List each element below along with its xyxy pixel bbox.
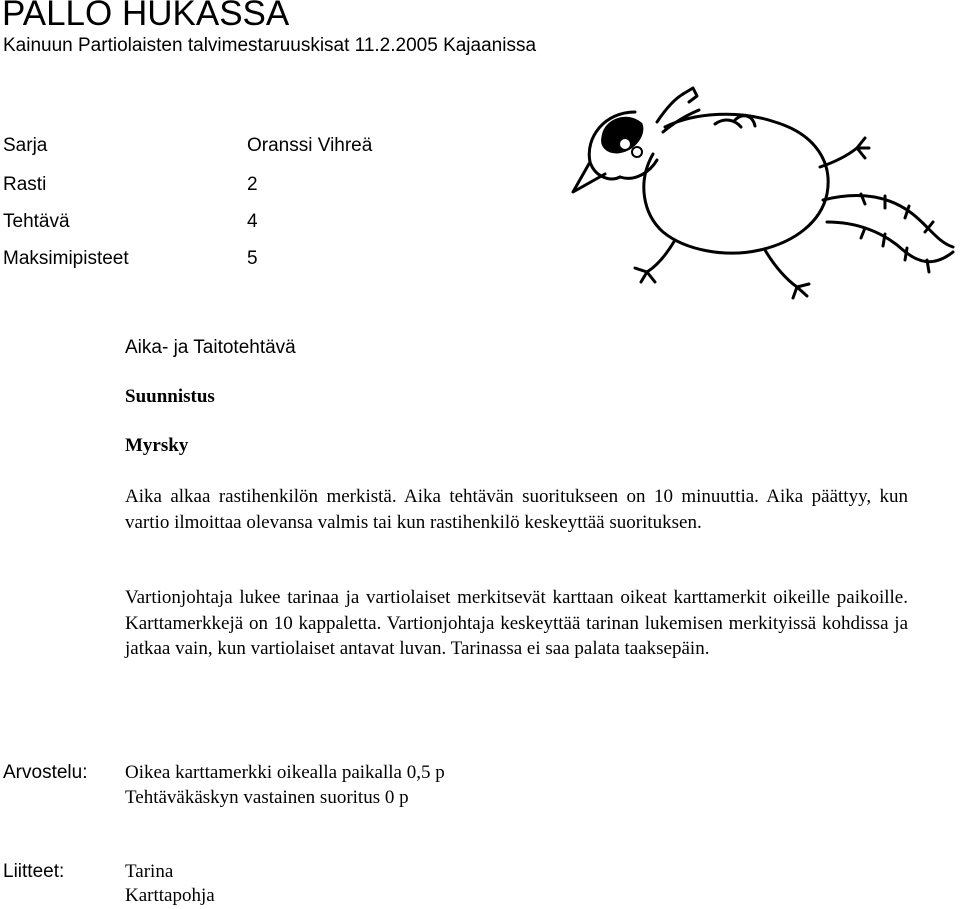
instruction-paragraph-2: Vartionjohtaja lukee tarinaa ja vartiolaiset merkitsevät karttaan oikeat karttamerkit oikeille paikoille. Karttamerkkejä on 10 kappaletta. Vartionjohtaja keskeyttää tarinan lukemisen merkityissä kohdissa ja jatkaa vain, kun vartiolaiset antavat luvan. Tarinassa ei saa palata taaksepäin.: [125, 587, 908, 659]
task-name: Myrsky: [125, 435, 189, 456]
cartoon-illustration: [565, 82, 957, 328]
scoring-line-1: Oikea karttamerkki oikealla paikalla 0,5 p: [125, 762, 445, 783]
meta-value-maksimipisteet: 5: [247, 248, 258, 269]
attachment-item-tarina: Tarina: [125, 861, 174, 882]
scoring-line-2: Tehtäväkäskyn vastainen suoritus 0 p: [125, 787, 409, 808]
page-title: PALLO HUKASSA: [2, 0, 290, 33]
meta-value-sarja: Oranssi Vihreä: [247, 135, 373, 156]
scoring-label: Arvostelu:: [3, 762, 88, 783]
meta-label-maksimipisteet: Maksimipisteet: [3, 248, 129, 269]
meta-value-tehtava: 4: [247, 211, 258, 232]
meta-label-sarja: Sarja: [3, 135, 48, 156]
meta-value-rasti: 2: [247, 174, 258, 195]
attachments-label: Liitteet:: [3, 861, 65, 882]
page-subtitle: Kainuun Partiolaisten talvimestaruuskisat 11.2.2005 Kajaanissa: [3, 35, 537, 56]
meta-label-rasti: Rasti: [3, 174, 47, 195]
attachment-item-karttapohja: Karttapohja: [125, 885, 215, 906]
instruction-paragraph-1: Aika alkaa rastihenkilön merkistä. Aika tehtävän suoritukseen on 10 minuuttia. Aika päättyy, kun vartio ilmoittaa olevansa valmis tai kun rastihenkilö keskeyttää suorituksen.: [125, 486, 908, 533]
task-type: Aika- ja Taitotehtävä: [125, 337, 296, 358]
task-category: Suunnistus: [125, 386, 215, 407]
meta-label-tehtava: Tehtävä: [3, 211, 70, 232]
